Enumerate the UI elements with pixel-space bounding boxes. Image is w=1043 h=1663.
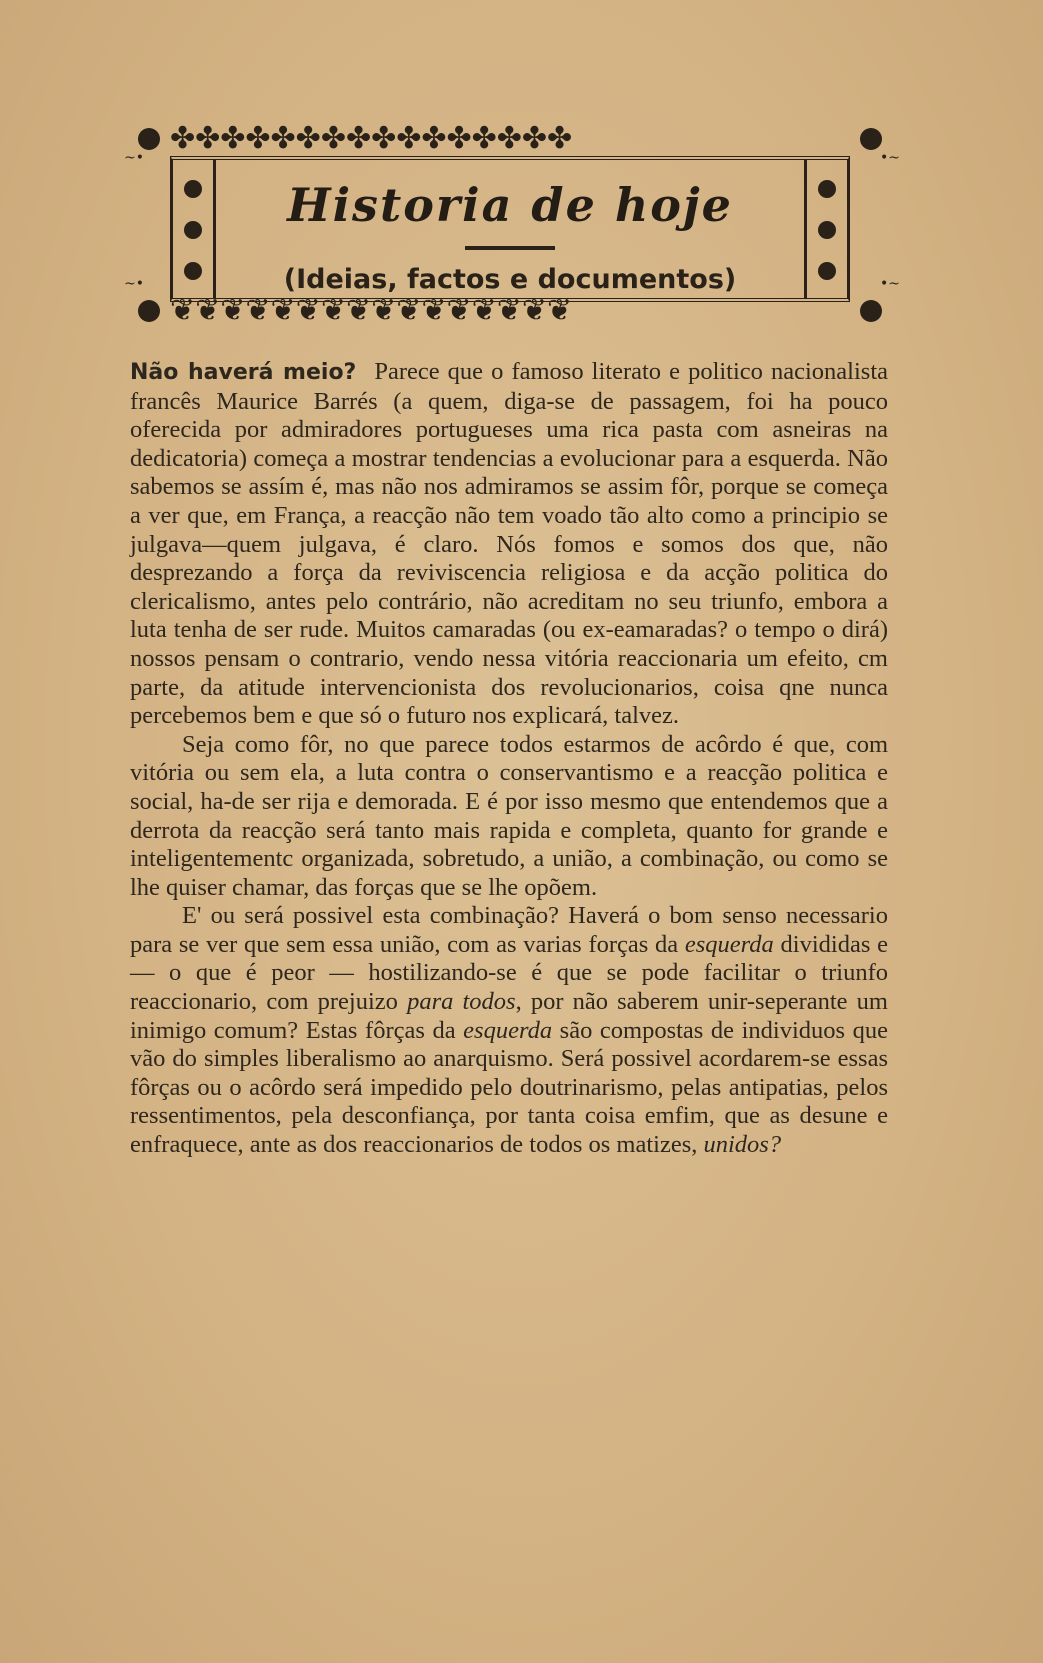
paragraph-3: E' ou será possivel esta combinação? Haverá o bom senso necessario para se ver que sem essa união, com as varias forças da esquerda divididas e — o que é peor — hostilizando-se é que se pode facilitar o triunfo reaccionario, com prejuizo para todos, por não saberem unir-seperante um inimigo comum? Estas fôrças da esquerda são compostas de individuos que vão do simples liberalismo ao anarquismo. Será possivel acordarem-se essas fôrças ou o acôrdo será impedido pelo doutrinarismo, pelas antipatias, pelos ressentimentos, pela desconfiança, por tanta coisa emfim, que as desune e enfraquece, ante as dos reaccionarios de todos os matizes, unidos? xyxy=(130,902,889,1159)
corner-ornament xyxy=(860,128,882,150)
paragraph-2: Seja como fôr, no que parece todos estarmos de acôrdo é que, com vitória ou sem ela, a luta contra o conservantismo e a reacção politica e social, ha-de ser rija e demorada. E é por isso mesmo que entendemos que a derrota da reacção será tanto mais rapida e completa, quanto for grande e inteligentementc organizada, sobretudo, a união, a combinação, ou como se lhe quiser chamar, das forças que se lhe opõem. xyxy=(130,730,888,901)
page-subtitle: (Ideias, factos e documentos) xyxy=(283,264,737,295)
lead-heading: Não haverá meio? xyxy=(130,360,357,385)
flourish-icon: ~• xyxy=(124,150,144,166)
flourish-icon: ~• xyxy=(124,276,144,292)
corner-ornament xyxy=(860,300,882,322)
article-body xyxy=(130,358,888,1160)
flourish-icon: •~ xyxy=(880,150,900,166)
page-title: Historia de hoje xyxy=(287,178,733,232)
section-header xyxy=(124,110,900,340)
flourish-icon: •~ xyxy=(880,276,900,292)
ornament-border-bottom: ❦❦❦❦❦❦❦❦❦❦❦❦❦❦❦❦ xyxy=(170,294,573,328)
corner-ornament xyxy=(138,300,160,322)
ornament-border-top: ✤✤✤✤✤✤✤✤✤✤✤✤✤✤✤✤ xyxy=(170,122,573,156)
paragraph-1: Não haverá meio? Parece que o famoso literato e politico nacionalista francês Maurice Barrés (a quem, diga-se de passagem, foi ha pouco oferecida por admiradores portugueses uma rica pasta com asneiras na dedicatoria) começa a mostrar tendencias a evolucionar para a esquerda. Não sabemos se assím é, mas não nos admiramos se assim fôr, porque se começa a ver que, em França, a reacção não tem voado tão alto como a principio se julgava—quem julgava, é claro. Nós fomos e somos dos que, não desprezando a força da reviviscencia religiosa e da acção politica do clericalismo, antes pelo contrário, não acreditam no seu triunfo, embora a luta tenha de ser rude. Muitos camaradas (ou ex-eamaradas? o tempo o dirá) nossos pensam o contrario, vendo nessa vitória reaccionaria um efeito, cm parte, da atitude intervencionista dos revolucionarios, coisa qne nunca percebemos bem e que só o futuro nos explicará, talvez. xyxy=(130,358,889,730)
title-divider xyxy=(465,246,555,250)
corner-ornament xyxy=(138,128,160,150)
header-frame xyxy=(170,156,850,302)
